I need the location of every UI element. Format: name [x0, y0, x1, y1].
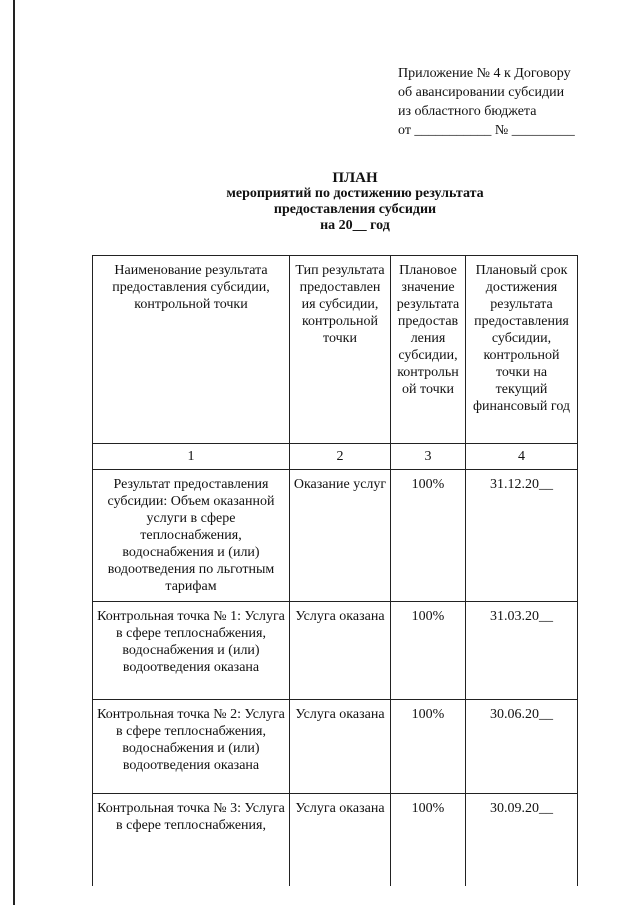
table-row — [93, 794, 578, 887]
appendix-line-3: из областного бюджета — [398, 104, 537, 119]
appendix-line-4: от ___________ № _________ — [398, 123, 575, 138]
row-name-cell: Результат предоставления субсидии: Объем оказанной услуги в сфере теплоснабжения, водоснабжения и (или) водоотведения по льготным тарифам — [93, 470, 290, 602]
row-value-cell: 100% — [391, 794, 466, 887]
document-heading — [150, 170, 560, 234]
row-name-cell: Контрольная точка № 3: Услуга в сфере теплоснабжения, — [93, 794, 290, 887]
row-value-cell: 100% — [391, 602, 466, 700]
table-row — [93, 700, 578, 794]
row-type-cell: Услуга оказана — [290, 602, 391, 700]
appendix-line-1: Приложение № 4 к Договору — [398, 66, 571, 81]
row-type-cell: Оказание услуг — [290, 470, 391, 602]
row-name-cell: Контрольная точка № 2: Услуга в сфере теплоснабжения, водоснабжения и (или) водоотведения оказана — [93, 700, 290, 794]
header-planned-value: Плановое значение результата предостав ления субсидии, контрольн ой точки — [391, 256, 466, 444]
column-number: 1 — [93, 444, 290, 470]
row-date-cell: 30.06.20__ — [466, 700, 578, 794]
row-name-cell: Контрольная точка № 1: Услуга в сфере теплоснабжения, водоснабжения и (или) водоотведения оказана — [93, 602, 290, 700]
header-planned-deadline: Плановый срок достижения результата предоставления субсидии, контрольной точки на текущий финансовый год — [466, 256, 578, 444]
heading-line-1: мероприятий по достижению результата — [226, 186, 484, 201]
plan-table — [92, 255, 578, 886]
table-header-row — [93, 256, 578, 444]
header-result-name: Наименование результата предоставления субсидии, контрольной точки — [93, 256, 290, 444]
page-left-edge-rule — [13, 0, 15, 905]
row-date-cell: 31.03.20__ — [466, 602, 578, 700]
row-date-cell: 30.09.20__ — [466, 794, 578, 887]
row-type-cell: Услуга оказана — [290, 700, 391, 794]
table-row — [93, 602, 578, 700]
column-number: 2 — [290, 444, 391, 470]
document-title: ПЛАН — [332, 170, 378, 186]
column-number: 4 — [466, 444, 578, 470]
column-number-row — [93, 444, 578, 470]
row-type-cell: Услуга оказана — [290, 794, 391, 887]
column-number: 3 — [391, 444, 466, 470]
heading-line-2: предоставления субсидии — [273, 202, 437, 217]
header-result-type: Тип результата предоставлен ия субсидии, контрольной точки — [290, 256, 391, 444]
heading-line-3: на 20__ год — [320, 218, 390, 233]
row-value-cell: 100% — [391, 700, 466, 794]
appendix-reference — [398, 64, 575, 140]
row-date-cell: 31.12.20__ — [466, 470, 578, 602]
table-row — [93, 470, 578, 602]
row-value-cell: 100% — [391, 470, 466, 602]
appendix-line-2: об авансировании субсидии — [398, 85, 565, 100]
